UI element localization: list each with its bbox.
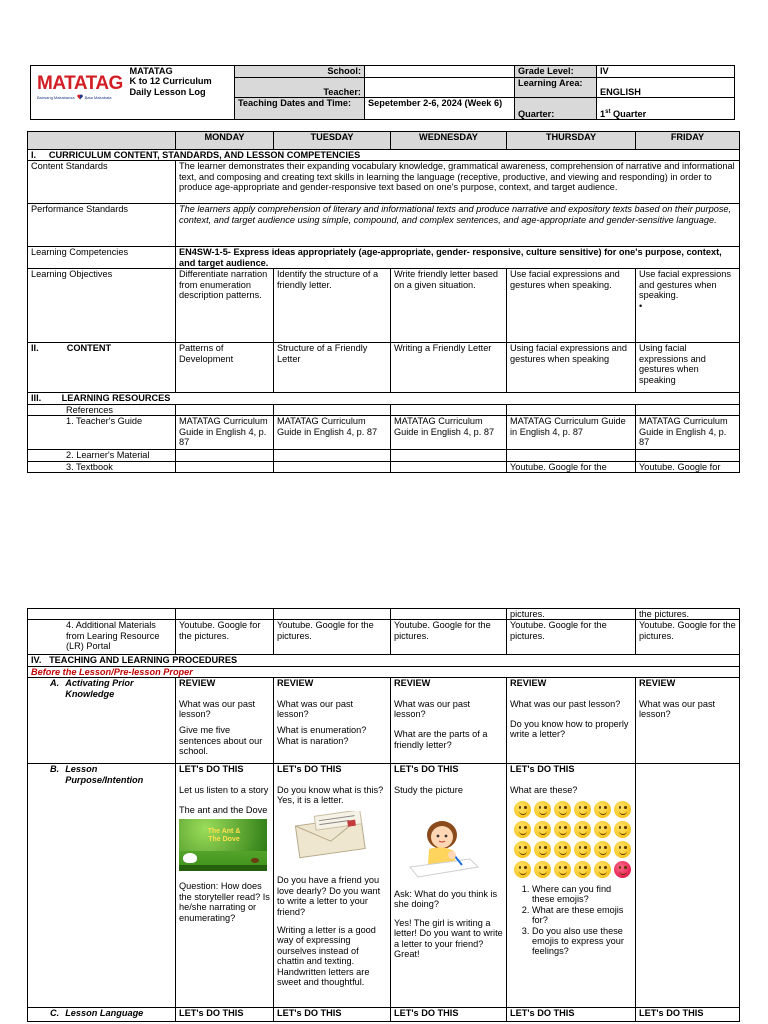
purpose-tuesday: LET's DO THIS Do you know what is this? Yes, it is a letter. Do you have a friend you love dearly? Do you want to write a letter to your friend? Writing a letter is a good way of expressing ourselves instead of chattin and texting. Handwritten letters are sweet and thoughtful. bbox=[274, 764, 391, 1008]
emoji-icon bbox=[554, 801, 571, 818]
language-thursday: LET's DO THIS bbox=[507, 1008, 636, 1022]
tb-cont-wednesday bbox=[391, 609, 507, 620]
emoji-icon bbox=[574, 821, 591, 838]
quarter-label: Quarter: bbox=[515, 98, 597, 120]
emoji-icon bbox=[514, 821, 531, 838]
purpose-friday bbox=[636, 764, 740, 1008]
dll-main-table-continued bbox=[27, 608, 740, 1022]
day-friday: FRIDAY bbox=[636, 132, 740, 150]
am-wednesday: Youtube. Google for the pictures. bbox=[391, 620, 507, 655]
emoji-faces bbox=[514, 801, 632, 878]
emoji-icon bbox=[594, 801, 611, 818]
days-corner bbox=[28, 132, 176, 150]
purpose-label: B. Lesson Purpose/Intention bbox=[28, 764, 176, 1008]
activating-tuesday: REVIEW What was our past lesson? What is enumeration? What is naration? bbox=[274, 678, 391, 764]
purpose-monday: LET's DO THIS Let us listen to a story The ant and the Dove The Ant & The Dove Question: How does the storyteller read? Is he/she narrating or enumerating? bbox=[176, 764, 274, 1008]
tb-cont-thursday: pictures. bbox=[507, 609, 636, 620]
objective-tuesday: Identify the structure of a friendly letter. bbox=[274, 269, 391, 343]
content-wednesday: Writing a Friendly Letter bbox=[391, 343, 507, 393]
dll-title: MATATAG K to 12 Curriculum Daily Lesson Log bbox=[127, 66, 235, 120]
tg-tuesday: MATATAG Curriculum Guide in English 4, p. 87 bbox=[274, 416, 391, 450]
references-label: References bbox=[28, 404, 176, 415]
emoji-icon bbox=[614, 821, 631, 838]
learners-material-label: 2. Learner's Material bbox=[28, 450, 176, 461]
logo bbox=[31, 66, 127, 120]
content-standards-text: The learner demonstrates their expanding vocabulary knowledge, grammatical awareness, comprehension of narrative and informational text, and composing and creating text skills in learning the language (receptive, productive, and viewing and responding) in order to produce age-appropriate and gender-responsive text based on one's purpose, context, and target audience. bbox=[176, 161, 740, 204]
dll-main-table bbox=[27, 131, 740, 473]
girl-writing-illustration bbox=[404, 809, 482, 883]
emoji-icon bbox=[614, 841, 631, 858]
performance-standards-label: Performance Standards bbox=[28, 204, 176, 247]
activating-wednesday: REVIEW What was our past lesson? What are the parts of a friendly letter? bbox=[391, 678, 507, 764]
emoji-icon bbox=[534, 821, 551, 838]
teachers-guide-label: 1. Teacher's Guide bbox=[28, 416, 176, 450]
teacher-value[interactable] bbox=[365, 78, 515, 98]
dates-value[interactable]: Sepetember 2-6, 2024 (Week 6) bbox=[365, 98, 515, 120]
learning-competencies-label: Learning Competencies bbox=[28, 247, 176, 269]
am-friday: Youtube. Google for the pictures. bbox=[636, 620, 740, 655]
school-value[interactable] bbox=[365, 66, 515, 78]
area-label: Learning Area: bbox=[515, 78, 597, 98]
emoji-icon bbox=[534, 861, 551, 878]
activating-label: A. Activating Prior Knowledge bbox=[28, 678, 176, 764]
emoji-icon bbox=[594, 841, 611, 858]
envelope-illustration bbox=[287, 811, 377, 859]
before-lesson-heading: Before the Lesson/Pre-lesson Proper bbox=[28, 666, 740, 677]
references-thursday bbox=[507, 404, 636, 415]
content-tuesday: Structure of a Friendly Letter bbox=[274, 343, 391, 393]
day-tuesday: TUESDAY bbox=[274, 132, 391, 150]
emoji-icon bbox=[574, 861, 591, 878]
content-standards-label: Content Standards bbox=[28, 161, 176, 204]
purpose-wednesday: LET's DO THIS Study the picture Ask: What do you think is she doing? Yes! The girl is writing a letter! Do you want to write a letter to your friend? Great! bbox=[391, 764, 507, 1008]
emoji-icon bbox=[514, 801, 531, 818]
lm-thursday bbox=[507, 450, 636, 461]
purpose-thursday: LET's DO THIS What are these? 1. Where can you find these emojis? 2. What are these emojis for? 3. Do you also use these emojis to express your feelings? bbox=[507, 764, 636, 1008]
page-2 bbox=[0, 605, 768, 1024]
tb-wednesday bbox=[391, 461, 507, 472]
learning-objectives-label: Learning Objectives bbox=[28, 269, 176, 343]
tb-friday: Youtube. Google for bbox=[636, 461, 740, 472]
day-wednesday: WEDNESDAY bbox=[391, 132, 507, 150]
emoji-icon bbox=[594, 861, 611, 878]
school-label: School: bbox=[235, 66, 365, 78]
objective-monday: Differentiate narration from enumeration description patterns. bbox=[176, 269, 274, 343]
emoji-icon bbox=[514, 841, 531, 858]
language-label: C. Lesson Language bbox=[28, 1008, 176, 1022]
learning-competencies-text: EN4SW-1-5- Express ideas appropriately (age-appropriate, gender- responsive, culture sensitive) for one's purpose, context, and target audience. bbox=[176, 247, 740, 269]
references-tuesday bbox=[274, 404, 391, 415]
textbook-label: 3. Textbook bbox=[28, 461, 176, 472]
lm-friday bbox=[636, 450, 740, 461]
activating-monday: REVIEW What was our past lesson? Give me five sentences about our school. bbox=[176, 678, 274, 764]
tg-thursday: MATATAG Curriculum Guide in English 4, p. 87 bbox=[507, 416, 636, 450]
area-value[interactable]: ENGLISH bbox=[597, 78, 735, 98]
dates-label: Teaching Dates and Time: bbox=[235, 98, 365, 120]
am-tuesday: Youtube. Google for the pictures. bbox=[274, 620, 391, 655]
section-iv-heading: IV. TEACHING AND LEARNING PROCEDURES bbox=[28, 655, 740, 666]
references-monday bbox=[176, 404, 274, 415]
tb-cont-tuesday bbox=[274, 609, 391, 620]
emoji-icon bbox=[574, 841, 591, 858]
objective-friday: Use facial expressions and gestures when speaking. • bbox=[636, 269, 740, 343]
emoji-icon bbox=[614, 861, 631, 878]
emoji-icon bbox=[554, 841, 571, 858]
heart-icon bbox=[77, 94, 83, 100]
language-monday: LET's DO THIS bbox=[176, 1008, 274, 1022]
lm-monday bbox=[176, 450, 274, 461]
tg-wednesday: MATATAG Curriculum Guide in English 4, p. 87 bbox=[391, 416, 507, 450]
bullet-marker: • bbox=[639, 300, 643, 311]
tb-cont-label bbox=[28, 609, 176, 620]
tg-friday: MATATAG Curriculum Guide in English 4, p. 87 bbox=[636, 416, 740, 450]
activating-thursday: REVIEW What was our past lesson? Do you know how to properly write a letter? bbox=[507, 678, 636, 764]
tg-monday: MATATAG Curriculum Guide in English 4, p. 87 bbox=[176, 416, 274, 450]
grade-label: Grade Level: bbox=[515, 66, 597, 78]
tb-monday bbox=[176, 461, 274, 472]
day-monday: MONDAY bbox=[176, 132, 274, 150]
additional-materials-label: 4. Additional Materials from Learing Resource (LR) Portal bbox=[28, 620, 176, 655]
emoji-icon bbox=[594, 821, 611, 838]
language-tuesday: LET's DO THIS bbox=[274, 1008, 391, 1022]
tb-thursday: Youtube. Google for the bbox=[507, 461, 636, 472]
day-thursday: THURSDAY bbox=[507, 132, 636, 150]
teacher-label: Teacher: bbox=[235, 78, 365, 98]
emoji-questions: 1. Where can you find these emojis? 2. What are these emojis for? 3. Do you also use these emojis to express your feelings? bbox=[510, 884, 632, 957]
emoji-icon bbox=[614, 801, 631, 818]
dll-header bbox=[30, 65, 735, 120]
activating-friday: REVIEW What was our past lesson? bbox=[636, 678, 740, 764]
content-friday: Using facial expressions and gestures when speaking bbox=[636, 343, 740, 393]
lm-tuesday bbox=[274, 450, 391, 461]
tb-cont-friday: the pictures. bbox=[636, 609, 740, 620]
emoji-icon bbox=[574, 801, 591, 818]
logo-tagline: Bansang Makabansa Bata Makabata bbox=[37, 94, 112, 100]
references-wednesday bbox=[391, 404, 507, 415]
lm-wednesday bbox=[391, 450, 507, 461]
quarter-value[interactable]: 1st Quarter bbox=[597, 98, 735, 120]
section-i-heading: I. CURRICULUM CONTENT, STANDARDS, AND LESSON COMPETENCIES bbox=[28, 150, 740, 161]
content-thursday: Using facial expressions and gestures when speaking bbox=[507, 343, 636, 393]
references-friday bbox=[636, 404, 740, 415]
tb-tuesday bbox=[274, 461, 391, 472]
emoji-icon bbox=[554, 861, 571, 878]
ant-and-dove-cover: The Ant & The Dove bbox=[179, 819, 267, 871]
tb-cont-monday bbox=[176, 609, 274, 620]
am-monday: Youtube. Google for the pictures. bbox=[176, 620, 274, 655]
emoji-icon bbox=[514, 861, 531, 878]
objective-thursday: Use facial expressions and gestures when speaking. bbox=[507, 269, 636, 343]
emoji-icon bbox=[534, 841, 551, 858]
objective-wednesday: Write friendly letter based on a given situation. bbox=[391, 269, 507, 343]
performance-standards-text: The learners apply comprehension of literary and informational texts and produce narrative and expository texts based on their purpose, context, and target audience using simple, compound, and complex sentences, and age-appropriate and gender-sensitive language. bbox=[176, 204, 740, 247]
language-wednesday: LET's DO THIS bbox=[391, 1008, 507, 1022]
emoji-icon bbox=[554, 821, 571, 838]
am-thursday: Youtube. Google for the pictures. bbox=[507, 620, 636, 655]
grade-value[interactable]: IV bbox=[597, 66, 735, 78]
section-iii-heading: III. LEARNING RESOURCES bbox=[28, 393, 740, 404]
logo-text: MATATAG bbox=[37, 73, 123, 94]
emoji-icon bbox=[534, 801, 551, 818]
language-friday: LET's DO THIS bbox=[636, 1008, 740, 1022]
section-ii-heading: II. CONTENT bbox=[28, 343, 176, 393]
content-monday: Patterns of Development bbox=[176, 343, 274, 393]
